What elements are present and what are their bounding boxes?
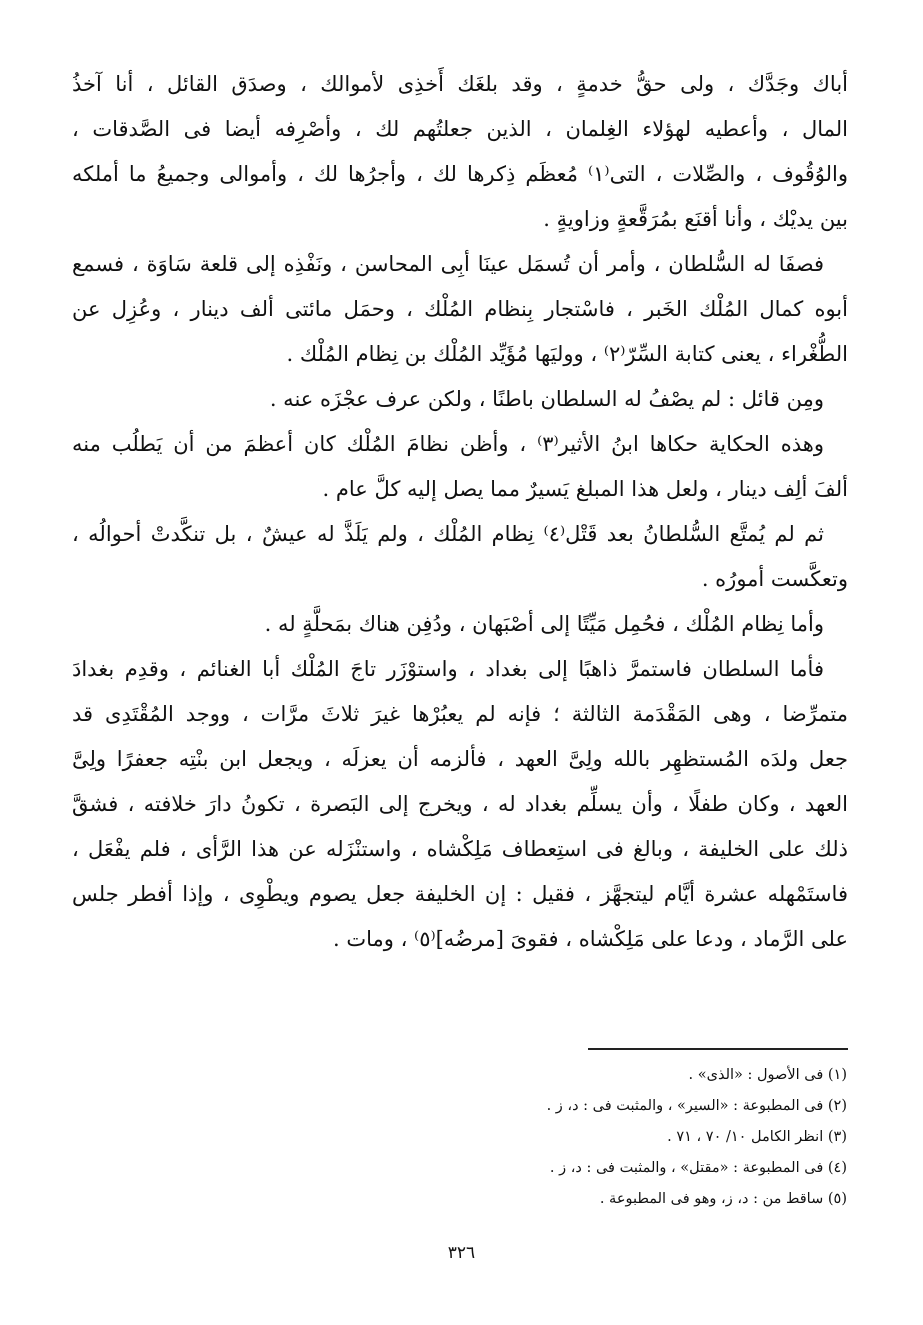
text-line: جعل ولدَه المُستظهِر بالله ولِىَّ العهد ، فألزمه أن يعزلَه ، ويجعل ابن بنْتِه جعفرًا ولِىَّ (72, 747, 848, 771)
text-line: أبوه كمال المُلْك الخَبر ، فاسْتجار بِنظام المُلْك ، وحمَل مائتى ألف دينار ، وعُزِل عن (72, 297, 848, 321)
text-line: فأما السلطان فاستمرَّ ذاهبًا إلى بغداد ، واستوْزَر تاجَ المُلْك أبا الغنائم ، وقدِم بغدادَ (72, 657, 824, 681)
footnote: (٣) انظر الكامل ١٠/ ٧٠ ، ٧١ . (667, 1129, 847, 1145)
footnote: (١) فى الأصول : «الذى» . (688, 1067, 847, 1083)
footnote: (٤) فى المطبوعة : «مقتل» ، والمثبت فى : د، ز . (549, 1160, 847, 1176)
text-line: فاستَمْهله عشرة أيَّام ليتجهَّز ، فقيل : إن الخليفة جعل يصوم ويطْوِى ، وإذا أفطر جلس (72, 882, 848, 906)
footnotes (427, 1060, 847, 1215)
text-line: ذلك على الخليفة ، وبالغ فى استِعطاف مَلِكْشاه ، واستنْزَله عن هذا الرَّأى ، فلم يفْعَل ، (72, 837, 848, 861)
text-line: الطُّغْراء ، يعنى كتابة السِّرّ⁽٢⁾ ، ووليَها مُؤَيِّد المُلْك بن نِظام المُلْك . (286, 342, 848, 366)
text-line: متمرِّضا ، وهى المَقْدَمة الثالثة ؛ فإنه لم يعبُرْها غيرَ ثلاثَ مرَّات ، ووجد المُقْتَدِى قد (72, 702, 848, 726)
main-text (72, 62, 848, 962)
text-line: والوُقُوف ، والصِّلات ، التى⁽١⁾ مُعظَم ذِكرها لك ، وأجرُها لك ، وأموالى وجميعُ ما أملكه (72, 162, 848, 186)
text-line: بين يديْك ، وأنا أقنَع بمُرَقَّعةٍ وزاويةٍ . (543, 207, 848, 231)
text-line: على الرَّماد ، ودعا على مَلِكْشاه ، فقوىَ [مرضُه]⁽٥⁾ ، ومات . (332, 927, 848, 951)
page-number: ٣٢٦ (447, 1243, 476, 1263)
text-line: ثم لم يُمتَّع السُّلطانُ بعد قَتْل⁽٤⁾ نِظام المُلْك ، ولم يَلَذَّ له عيشٌ ، بل تنكَّدتْ أحوالُه ، (72, 522, 824, 546)
text-line: وأما نِظام المُلْك ، فحُمِل مَيِّتًا إلى أصْبَهان ، ودُفِن هناك بمَحلَّةٍ له . (264, 612, 824, 636)
text-line: ومِن قائل : لم يصْفُ له السلطان باطنًا ، ولكن عرف عجْزَه عنه . (269, 387, 824, 411)
text-line: العهد ، وكان طفلًا ، وأن يسلِّم بغداد له ، ويخرج إلى البَصرة ، تكونُ دارَ خلافته ، فشقَّ (72, 792, 848, 816)
footnote: (٢) فى المطبوعة : «السير» ، والمثبت فى : د، ز . (546, 1098, 847, 1114)
text-line: وهذه الحكاية حكاها ابنُ الأثير⁽٣⁾ ، وأظن نظامَ المُلْك كان أعظمَ من أن يَطلُب منه (72, 432, 824, 456)
footnote-divider (588, 1048, 848, 1050)
text-line: أباك وجَدَّك ، ولى حقُّ خدمةٍ ، وقد بلغَك أَخذِى لأموالك ، وصدَق القائل ، أنا آخذُ (72, 72, 848, 96)
text-line: المال ، وأعطيه لهؤلاء الغِلمان ، الذين جعلتُهم لك ، وأصْرِفه أيضا فى الصَّدقات ، (72, 117, 848, 141)
footnote: (٥) ساقط من : د، ز، وهو فى المطبوعة . (599, 1191, 847, 1207)
text-line: وتعكَّست أمورُه . (701, 567, 848, 591)
text-line: فصفَا له السُّلطان ، وأمر أن تُسمَل عينَا أبِى المحاسن ، ونَفْذِه إلى قلعة سَاوَة ، فسمع (72, 252, 824, 276)
text-line: ألفَ ألِف دينار ، ولعل هذا المبلغ يَسيرٌ مما يصل إليه كلَّ عام . (322, 477, 848, 501)
